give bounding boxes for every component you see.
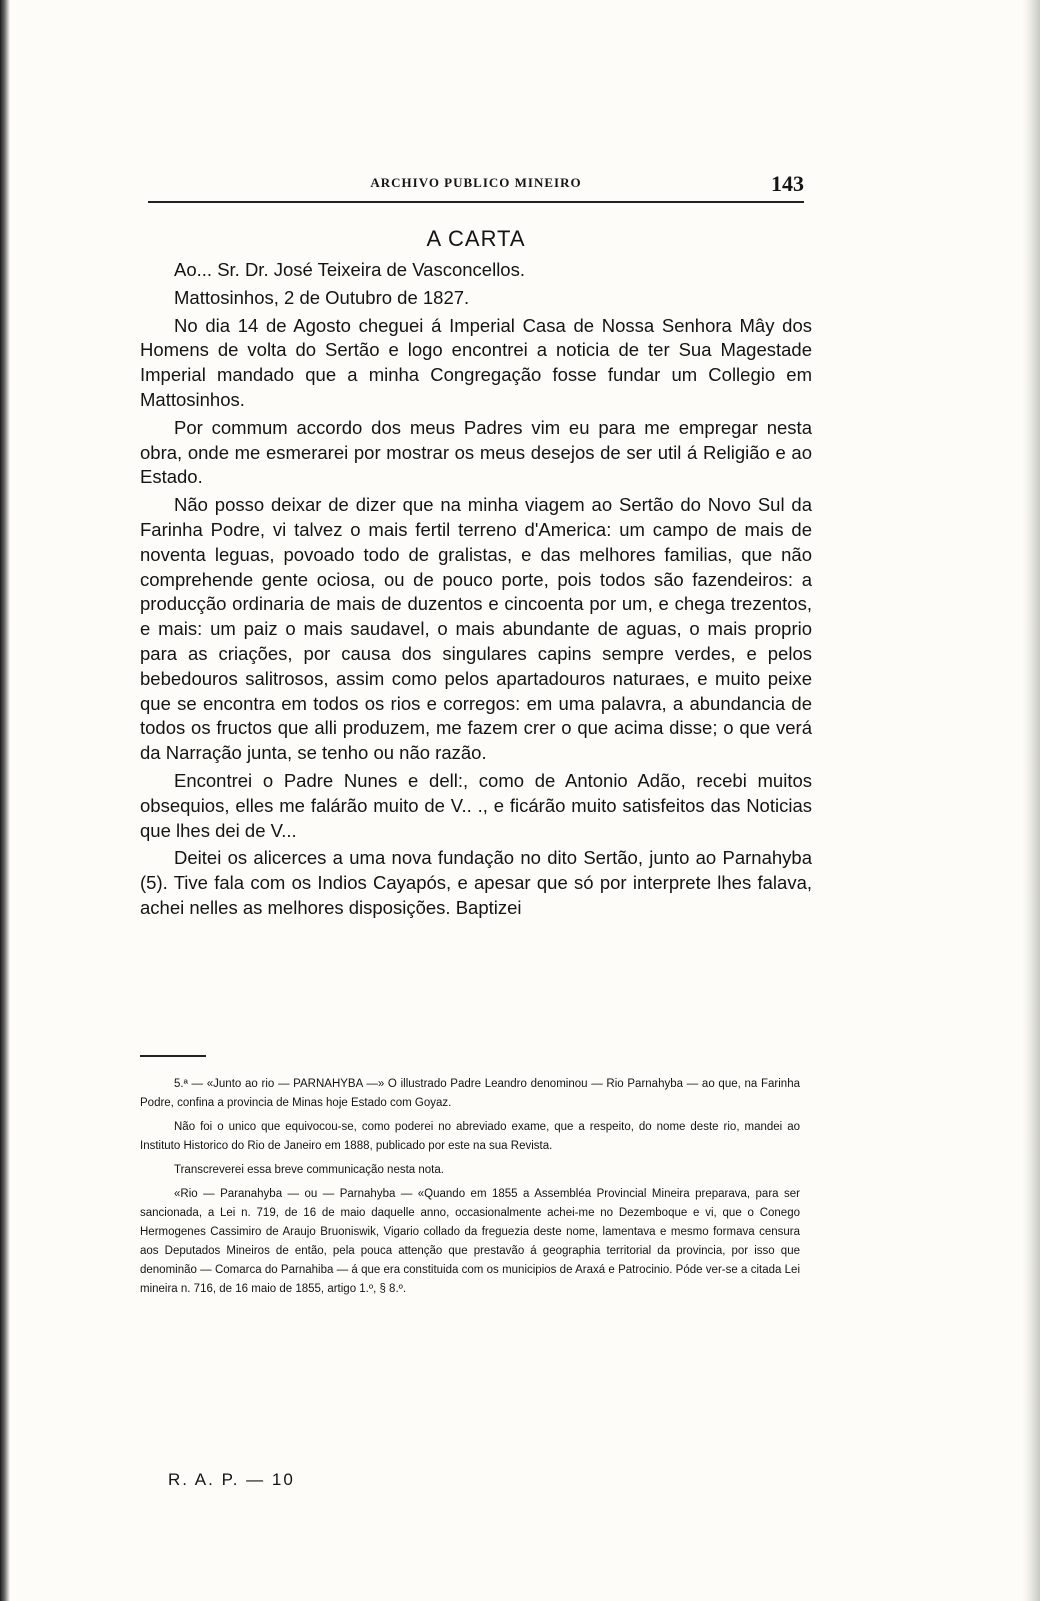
footnote: 5.ª — «Junto ao rio — PARNAHYBA —» O illustrado Padre Leandro denominou — Rio Parnahyba — ao que, na Farinha Podre, confina a provincia de Minas hoje Estado com Goyaz. (140, 1078, 800, 1109)
footnote: Não foi o unico que equivocou-se, como poderei no abreviado exame, que a respeito, do nome deste rio, mandei ao Instituto Historico do Rio de Janeiro em 1888, publicado por este na sua Revista. (140, 1121, 800, 1152)
footnote-rule (140, 1055, 206, 1057)
footer-signature: R. A. P. — 10 (168, 1470, 295, 1489)
running-title: ARCHIVO PUBLICO MINEIRO (370, 175, 582, 190)
footnote: Transcreverei essa breve communicação nesta nota. (174, 1164, 444, 1176)
scan-left-edge (0, 0, 10, 1601)
running-header (148, 171, 804, 203)
paragraph: Encontrei o Padre Nunes e dell:, como de Antonio Adão, recebi muitos obsequios, elles me falárão muito de V.. ., e ficárão muito satisfeitos das Noticias que lhes dei de V... (140, 769, 812, 841)
document-title: A CARTA (426, 226, 526, 251)
letter-body (140, 258, 812, 924)
dateline: Mattosinhos, 2 de Outubro de 1827. (174, 286, 470, 308)
footnote: «Rio — Paranahyba — ou — Parnahyba — «Quando em 1855 a Assembléa Provincial Mineira preparava, para ser sancionada, a Lei n. 719, de 16 de maio daquelle anno, occasionalmente achei-me no Dezemboque e vi, que o Conego Hermogenes Cassimiro de Araujo Bruoniswik, Vigario collado da freguezia deste nome, lamentava e mesmo formava censura aos Deputados Mineiros de então, pela pouca attenção que prestavão á geographia territorial da provincia, por isso que denominão — Comarca do Parnahiba — á que era constituida com os municipios de Araxá e Patrocinio. Póde ver-se a citada Lei mineira n. 716, de 16 maio de 1855, artigo 1.º, § 8.º. (140, 1188, 800, 1295)
paragraph: No dia 14 de Agosto cheguei á Imperial Casa de Nossa Senhora Mây dos Homens de volta do Sertão e logo encontrei a noticia de ter Sua Magestade Imperial mandado que a minha Congregação fosse fundar um Collegio em Mattosinhos. (140, 314, 812, 410)
scan-right-edge (1022, 0, 1040, 1601)
footnotes (140, 1075, 800, 1304)
paragraph: Por commum accordo dos meus Padres vim eu para me empregar nesta obra, onde me esmerarei por mostrar os meus desejos de ser util á Religião e ao Estado. (140, 416, 812, 488)
salutation: Ao... Sr. Dr. José Teixeira de Vasconcellos. (174, 259, 525, 280)
paragraph: Deitei os alicerces a uma nova fundação no dito Sertão, junto ao Parnahyba (5). Tive fala com os Indios Cayapós, e apesar que só por interprete lhes falava, achei nelles as melhores disposições. Baptizei (140, 847, 812, 918)
page-number: 143 (771, 171, 804, 196)
paragraph: Não posso deixar de dizer que na minha viagem ao Sertão do Novo Sul da Farinha Podre, vi talvez o mais fertil terreno d'America: um campo de mais de noventa leguas, povoado todo de gralistas, e das melhores familias, que não comprehende gente ociosa, ou de pouco porte, pois todos são fazendeiros: a producção ordinaria de mais de duzentos e cincoenta por um, e chega trezentos, e mais: um paiz o mais saudavel, o mais abundante de aguas, o mais proprio para as criações, por causa dos singulares capins sempre verdes, e pelos bebedouros salitrosos, assim como pelos apartadouros naturaes, e muito peixe que se encontra em todos os rios e corregos: em uma palavra, a abundancia de todos os fructos que alli produzem, me fazem crer o que acima disse; o que verá da Narração junta, se tenho ou não razão. (140, 494, 812, 764)
document-page (138, 0, 814, 1601)
